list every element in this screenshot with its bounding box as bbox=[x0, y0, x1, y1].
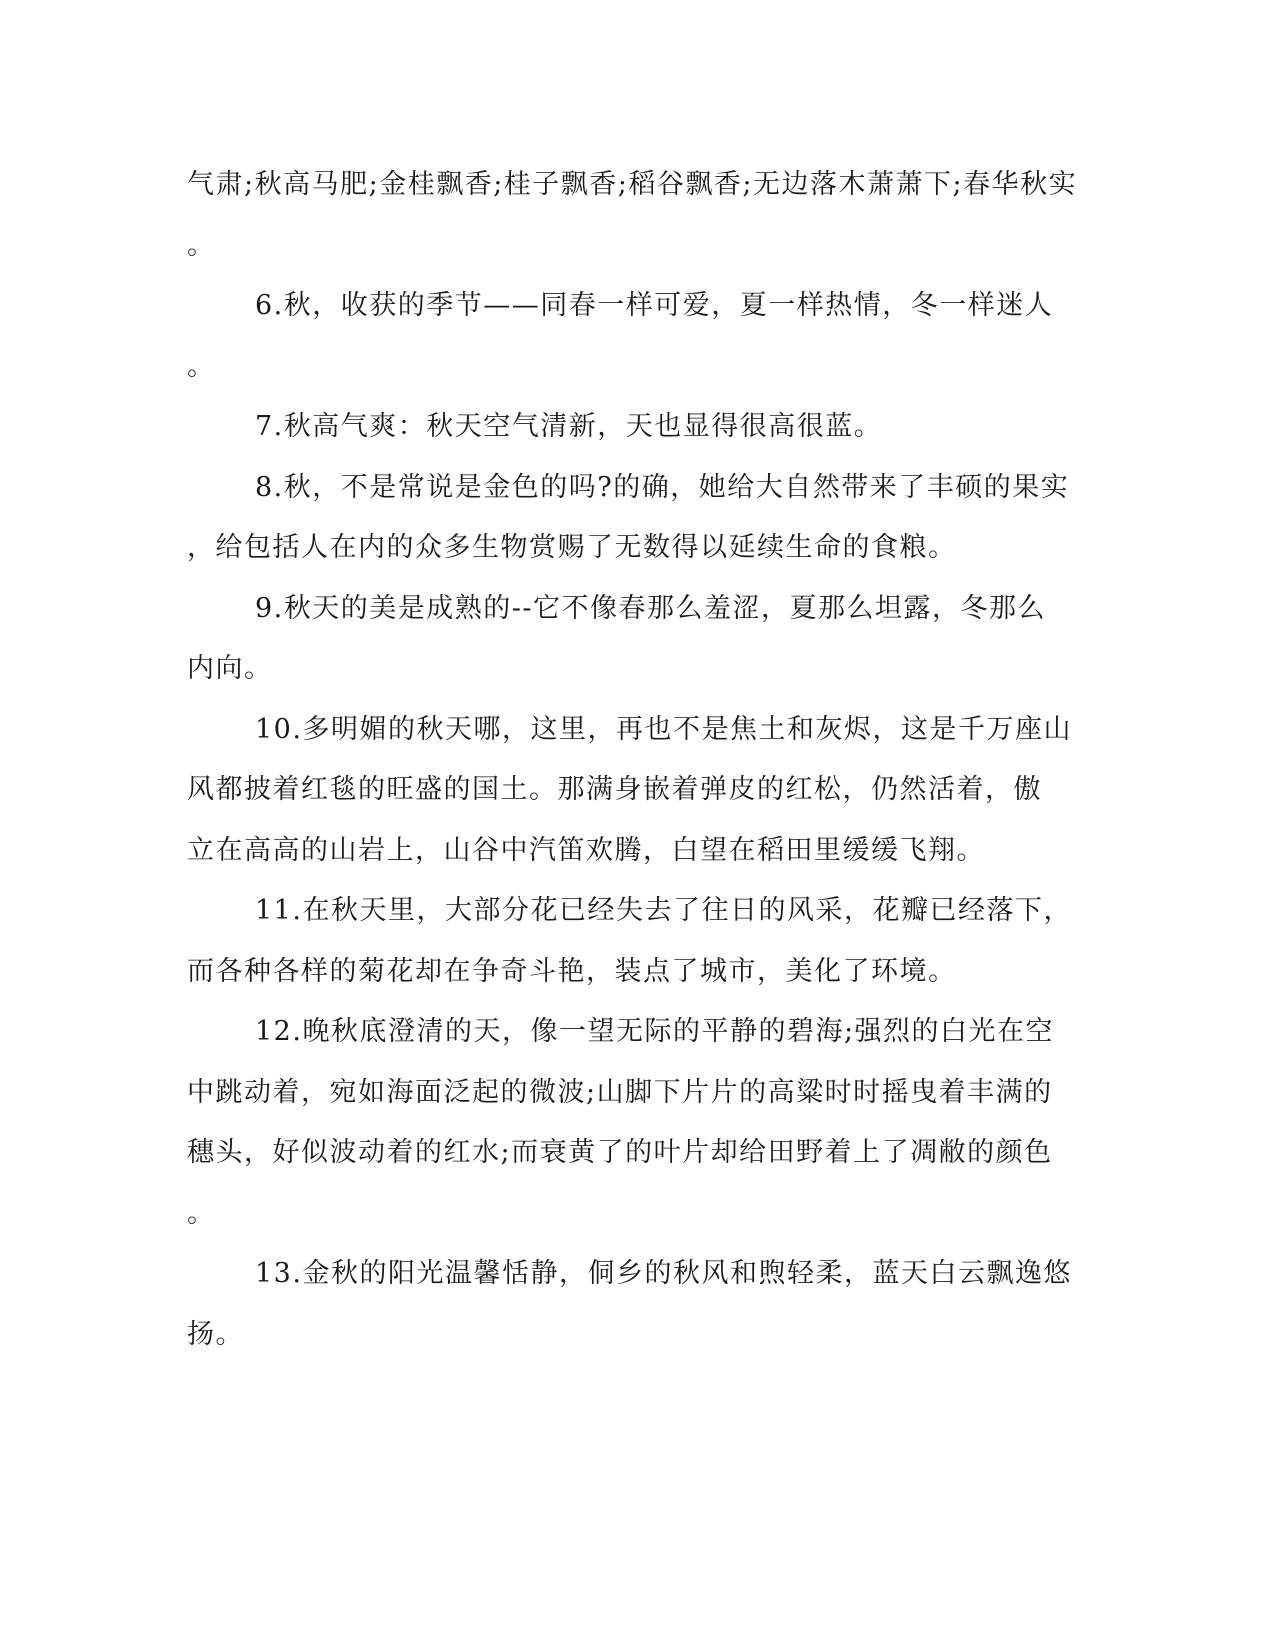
text-line: 中跳动着，宛如海面泛起的微波;山脚下片片的高粱时时摇曳着丰满的 bbox=[187, 1076, 1053, 1108]
text-line: 立在高高的山岩上，山谷中汽笛欢腾，白望在稻田里缓缓飞翔。 bbox=[187, 834, 985, 866]
text-line: 6.秋，收获的季节——同春一样可爱，夏一样热情，冬一样迷人 bbox=[255, 290, 1054, 321]
text-line: 7.秋高气爽：秋天空气清新，天也显得很高很蓝。 bbox=[255, 411, 883, 442]
text-line: 8.秋，不是常说是金色的吗?的确，她给大自然带来了丰硕的果实 bbox=[255, 471, 1070, 503]
text-line: 气肃;秋高马肥;金桂飘香;桂子飘香;稻谷飘香;无边落木萧萧下;春华秋实 bbox=[187, 169, 1078, 200]
text-line: 12.晚秋底澄清的天，像一望无际的平静的碧海;强烈的白光在空 bbox=[255, 1016, 1055, 1047]
text-line: 10.多明媚的秋天哪，这里，再也不是焦土和灰烬，这是千万座山 bbox=[255, 713, 1072, 745]
text-line: 11.在秋天里，大部分花已经失去了往日的风采，花瓣已经落下， bbox=[255, 895, 1072, 926]
text-line: 。 bbox=[187, 229, 216, 261]
text-line: ，给包括人在内的众多生物赏赐了无数得以延续生命的食粮。 bbox=[187, 532, 957, 563]
document-body bbox=[187, 155, 1077, 1365]
text-line: 穗头，好似波动着的红水;而衰黄了的叶片却给田野着上了凋敝的颜色 bbox=[187, 1137, 1053, 1168]
text-line: 9.秋天的美是成熟的--它不像春那么羞涩，夏那么坦露，冬那么 bbox=[255, 592, 1047, 624]
text-line: 风都披着红毯的旺盛的国土。那满身嵌着弹皮的红松，仍然活着，傲 bbox=[187, 774, 1042, 805]
text-line: 。 bbox=[187, 350, 216, 382]
text-line: 扬。 bbox=[187, 1318, 244, 1350]
text-line: 。 bbox=[187, 1197, 216, 1229]
text-line: 而各种各样的菊花却在争奇斗艳，装点了城市，美化了环境。 bbox=[187, 955, 957, 987]
text-line: 13.金秋的阳光温馨恬静，侗乡的秋风和煦轻柔，蓝天白云飘逸悠 bbox=[255, 1258, 1072, 1289]
text-line: 内向。 bbox=[187, 653, 273, 684]
